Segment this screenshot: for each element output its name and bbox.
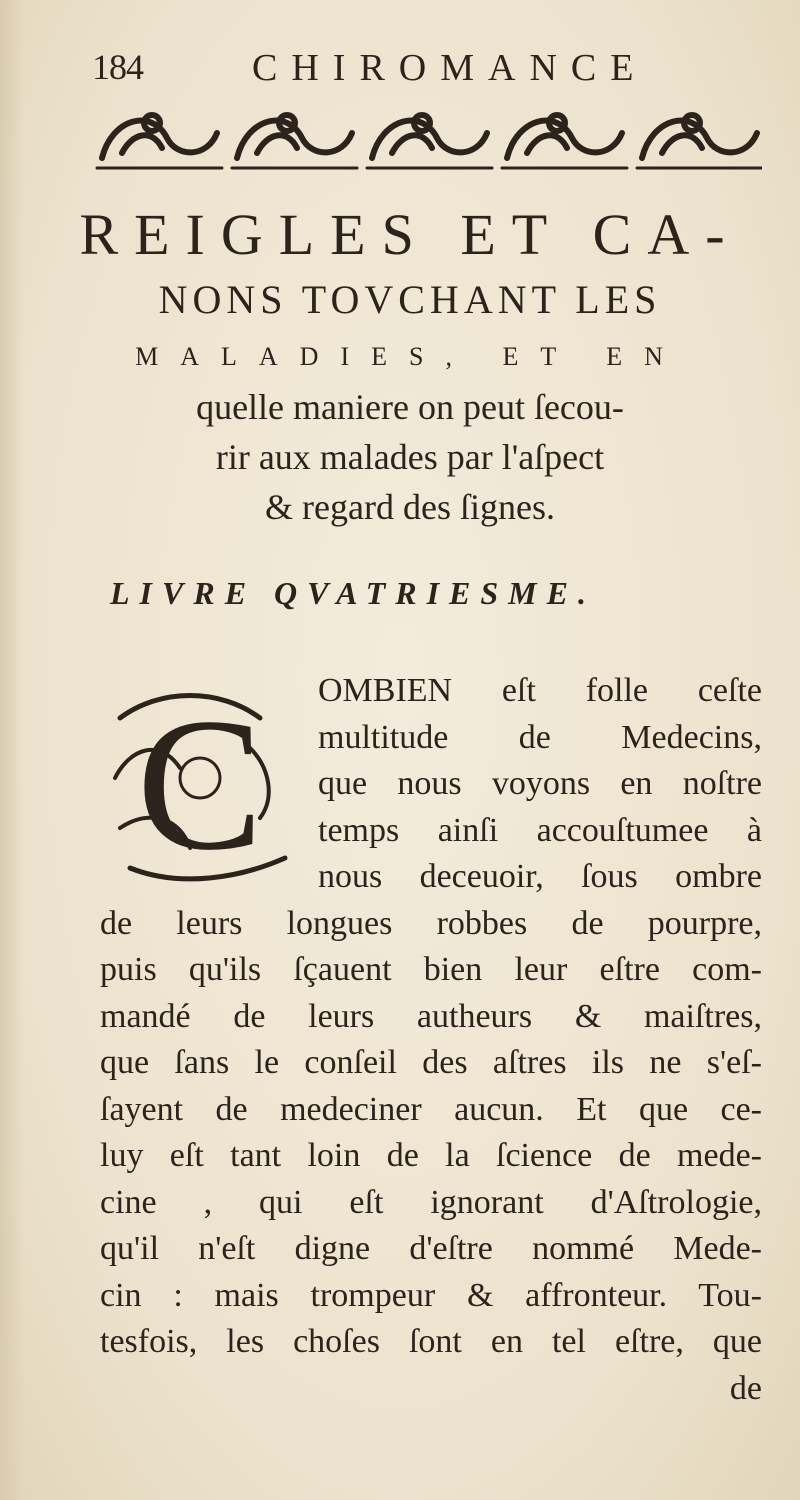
body-line: cine , qui eſt ignorant d'Aſtrologie, [100, 1183, 762, 1221]
body-line: cin : mais trompeur & affronteur. Tou- [100, 1276, 762, 1314]
body-line: ſayent de medeciner aucun. Et que ce- [100, 1090, 762, 1128]
ornament-motif-2 [232, 115, 357, 168]
drop-cap-letter: C [136, 680, 264, 890]
body-line: OMBIEN eſt folle ceſte [318, 672, 762, 709]
body-line: que nous voyons en noſtre [318, 765, 762, 802]
heading-line-1: REIGLES ET CA- [79, 202, 741, 267]
ornament-motif-3 [367, 115, 492, 168]
ornament-motif-5 [637, 115, 762, 168]
body-line: temps ainſi accouſtumee à [318, 811, 762, 849]
heading-line-3: MALADIES, ET EN [135, 342, 685, 371]
page-header [92, 44, 732, 94]
page-number: 184 [92, 47, 143, 87]
body-line: tesfois, les choſes ſont en tel eſtre, que [100, 1323, 762, 1360]
ornament-motif-1 [97, 115, 222, 168]
body-line: multitude de Medecins, [318, 718, 762, 756]
body-line: nous deceuoir, ſous ombre [318, 858, 762, 895]
body-line: que ſans le conſeil des aſtres ils ne s'eſ- [100, 1044, 762, 1081]
catchword: de [729, 1369, 762, 1407]
page-edge-shadow [0, 0, 24, 1500]
chapter-heading [60, 198, 760, 532]
body-line: puis qu'ils ſçauent bien leur eſtre com- [100, 951, 762, 988]
heading-line-4: quelle maniere on peut ſecou- [196, 387, 624, 427]
book-label: LIVRE QVATRIESME. [110, 575, 596, 611]
body-text [100, 668, 762, 1412]
heading-line-5: rir aux malades par l'aſpect [215, 437, 605, 477]
ornament-motif-4 [502, 115, 627, 168]
decorative-headpiece [92, 98, 762, 180]
body-line: de leurs longues robbes de pourpre, [100, 904, 762, 942]
body-line: mandé de leurs autheurs & maiſtres, [100, 997, 762, 1035]
heading-line-6: & regard des ſignes. [265, 487, 555, 527]
running-title: CHIROMANCE [252, 47, 648, 89]
body-line: qu'il n'eſt digne d'eſtre nommé Mede- [100, 1230, 762, 1267]
heading-line-2: NONS TOVCHANT LES [158, 277, 662, 322]
body-line: luy eſt tant loin de la ſcience de mede- [100, 1137, 762, 1174]
